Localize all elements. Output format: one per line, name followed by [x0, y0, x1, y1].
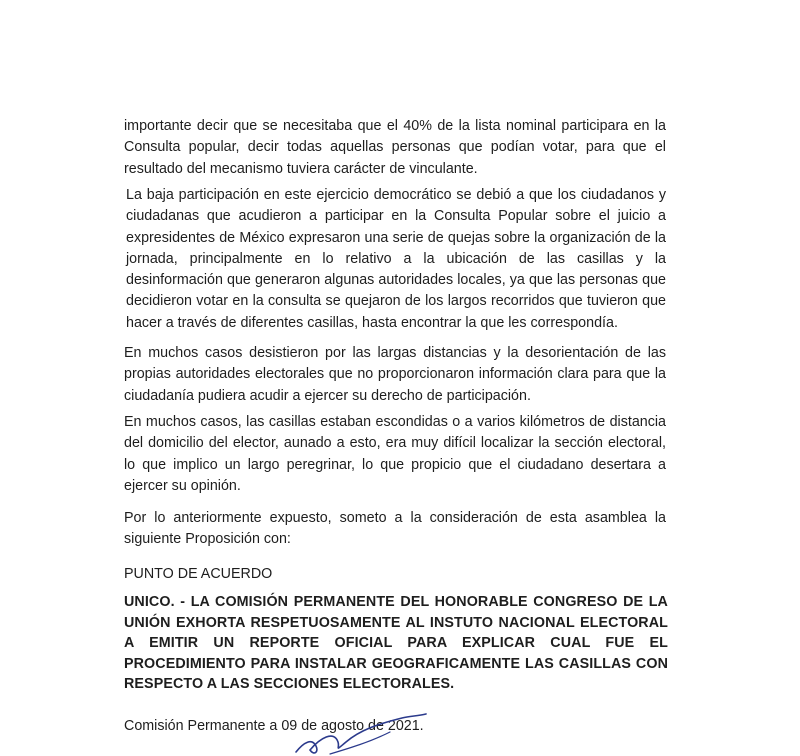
paragraph-low-participation: La baja participación en este ejercicio democrático se debió a que los ciudadanos y ciudadanas que acudieron a participar en la Consulta Popular sobre el juicio a expresidentes de México expresaron una serie de quejas sobre la organización de la jornada, principalmente en lo relativo a la ubicación de las casillas y la desinformación que generaron algunas autoridades locales, ya que las personas que decidieron votar en la consulta se quejaron de los largos recorridos que tuvieron que hacer a través de diferentes casillas, hasta encontrar la que les correspondía. [126, 187, 666, 331]
paragraph-distances: En muchos casos desistieron por las largas distancias y la desorientación de las propias autoridades electorales que no proporcionaron información clara para que la ciudadanía pudiera acudir a ejercer su derecho de participación. [124, 345, 666, 404]
resolution-text: UNICO. - LA COMISIÓN PERMANENTE DEL HONORABLE CONGRESO DE LA UNIÓN EXHORTA RESPETUOSAMENTE AL INSTUTO NACIONAL ELECTORAL A EMITIR UN REPORTE OFICIAL PARA EXPLICAR CUAL FUE EL PROCEDIMIENTO PARA INSTALAR GEOGRAFICAMENTE LAS CASILLAS CON RESPECTO A LAS SECCIONES ELECTORALES. [124, 594, 668, 692]
closing-date-line: Comisión Permanente a 09 de agosto de 2021. [124, 718, 424, 734]
paragraph-hidden-polling-stations: En muchos casos, las casillas estaban escondidas o a varios kilómetros de distancia del domicilio del elector, aunado a esto, era muy difícil localizar la sección electoral, lo que implico un largo peregrinar, lo que propicio que el ciudadano desertara a ejercer su opinión. [124, 414, 666, 494]
paragraph-intro: importante decir que se necesitaba que el 40% de la lista nominal participara en la Consulta popular, decir todas aquellas personas que podían votar, para que el resultado del mecanismo tuviera carácter de vinculante. [124, 118, 666, 177]
paragraph-proposal: Por lo anteriormente expuesto, someto a la consideración de esta asamblea la siguiente Proposición con: [124, 510, 666, 548]
section-heading: PUNTO DE ACUERDO [124, 566, 273, 582]
